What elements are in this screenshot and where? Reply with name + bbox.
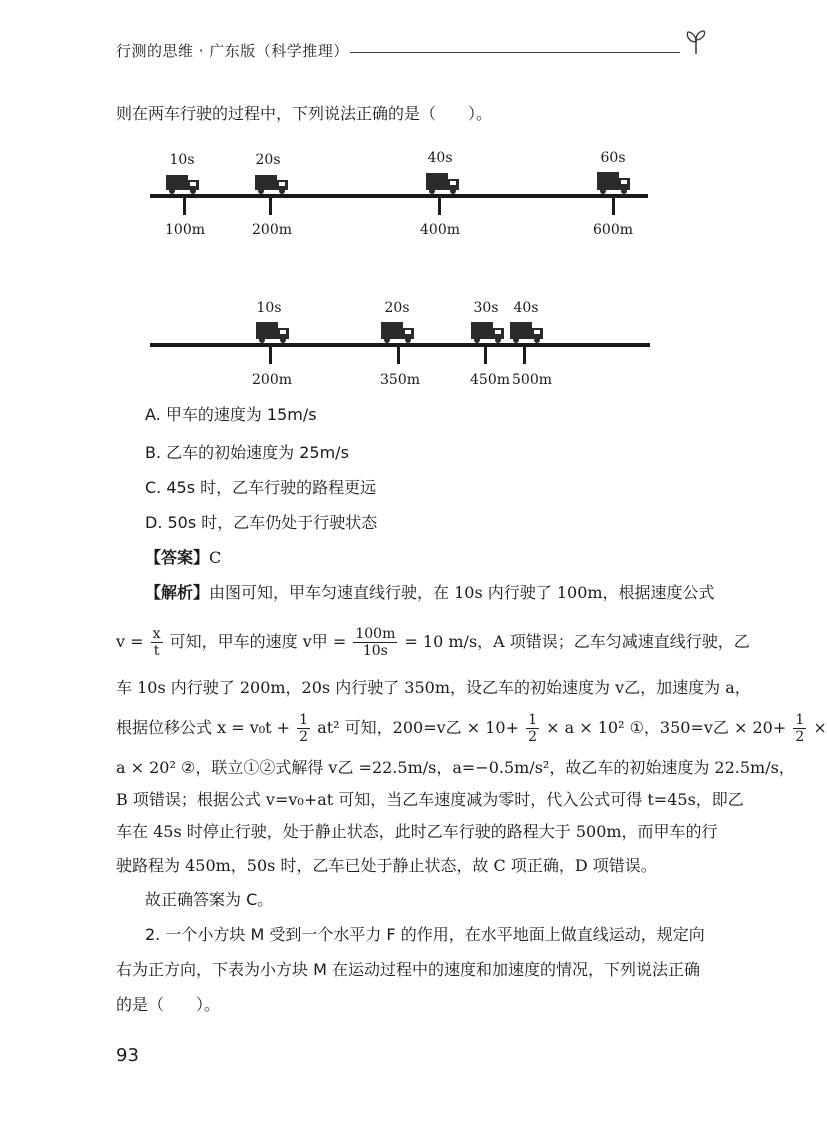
distance-tick <box>269 347 272 364</box>
distance-tick <box>438 198 441 215</box>
analysis-line-6: B 项错误；根据公式 v=v₀+at 可知，当乙车速度减为零时，代入公式可得 t=45s，即乙 <box>116 790 744 809</box>
distance-label: 450m <box>470 372 510 388</box>
analysis-line-7: 车在 45s 时停止行驶，处于静止状态，此时乙车行驶的路程大于 500m，而甲车的行 <box>116 822 718 841</box>
distance-tick <box>612 198 615 215</box>
time-label: 20s <box>384 300 410 316</box>
analysis-line-8: 驶路程为 450m，50s 时，乙车已处于静止状态，故 C 项正确，D 项错误。 <box>116 856 657 875</box>
distance-label: 350m <box>380 372 420 388</box>
road-line-2 <box>150 343 650 347</box>
time-label: 10s <box>169 152 195 168</box>
distance-label: 600m <box>593 222 633 238</box>
time-label: 30s <box>473 300 499 316</box>
truck-icon <box>426 173 459 194</box>
fraction-100m-over-10s: $\frac{100m}{10s}$ <box>355 626 396 659</box>
distance-label: 200m <box>252 372 292 388</box>
question2-line-3: 的是（ ）。 <box>116 995 221 1014</box>
truck-icon <box>256 322 289 343</box>
truck-icon <box>255 175 288 194</box>
distance-tick <box>183 198 186 215</box>
distance-label: 200m <box>252 222 292 238</box>
intro-line: 则在两车行驶的过程中，下列说法正确的是（ ）。 <box>116 104 493 123</box>
road-line-1 <box>150 194 648 198</box>
analysis-line-2: v = $\frac{x}{t}$ 可知，甲车的速度 v甲 = $\frac{100m}{10s}$ = 10 m/s，A 项错误；乙车匀减速直线行驶，乙 <box>116 626 750 659</box>
option-d: D. 50s 时，乙车仍处于行驶状态 <box>145 513 378 532</box>
option-a: A. 甲车的速度为 15m/s <box>145 405 317 424</box>
page-number: 93 <box>116 1045 139 1066</box>
analysis-line-3: 车 10s 内行驶了 200m，20s 内行驶了 350m，设乙车的初始速度为 v乙，加速度为 a， <box>116 678 751 697</box>
analysis-label: 【解析】 <box>145 583 210 602</box>
truck-icon <box>166 175 199 194</box>
truck-icon <box>510 322 543 343</box>
time-label: 40s <box>513 300 539 316</box>
distance-label: 500m <box>512 372 552 388</box>
distance-tick <box>397 347 400 364</box>
distance-tick <box>269 198 272 215</box>
option-b: B. 乙车的初始速度为 25m/s <box>145 443 349 462</box>
answer-line <box>145 548 221 568</box>
option-c: C. 45s 时，乙车行驶的路程更远 <box>145 478 377 497</box>
question2-line-1: 2. 一个小方块 M 受到一个水平力 F 的作用，在水平地面上做直线运动，规定向 <box>145 925 705 944</box>
distance-tick <box>523 347 526 364</box>
fraction-one-half: $\frac{1}{2}$ <box>528 712 538 745</box>
truck-icon <box>471 322 504 343</box>
analysis-line-4: 根据位移公式 x = v₀t + $\frac{1}{2}$ at² 可知，200=v乙 × 10+ $\frac{1}{2}$ × a × 10² ①，350=v乙 × 20+ $\frac{1}{2}$ × <box>116 712 827 745</box>
distance-tick <box>484 347 487 364</box>
sprout-icon <box>682 28 710 56</box>
analysis-line-1: 【解析】由图可知，甲车匀速直线行驶，在 10s 内行驶了 100m，根据速度公式 <box>145 583 715 602</box>
time-label: 40s <box>427 150 453 166</box>
time-label: 20s <box>255 152 281 168</box>
truck-icon <box>381 322 414 343</box>
time-label: 10s <box>256 300 282 316</box>
question2-line-2: 右为正方向，下表为小方块 M 在运动过程中的速度和加速度的情况，下列说法正确 <box>116 960 700 979</box>
running-header: 行测的思维 · 广东版（科学推理） <box>116 42 349 60</box>
truck-icon <box>597 172 630 194</box>
answer-value: C <box>209 548 222 567</box>
fraction-one-half: $\frac{1}{2}$ <box>299 712 309 745</box>
answer-label: 【答案】 <box>145 548 210 567</box>
time-label: 60s <box>600 150 626 166</box>
fraction-one-half: $\frac{1}{2}$ <box>795 712 805 745</box>
fraction-x-over-t: $\frac{x}{t}$ <box>152 626 161 659</box>
distance-label: 400m <box>420 222 460 238</box>
header-rule <box>350 52 680 53</box>
distance-label: 100m <box>165 222 205 238</box>
analysis-line-5: a × 20² ②，联立①②式解得 v乙 =22.5m/s，a=−0.5m/s²，故乙车的初始速度为 22.5m/s， <box>116 758 795 777</box>
conclusion-line: 故正确答案为 C。 <box>145 890 274 909</box>
